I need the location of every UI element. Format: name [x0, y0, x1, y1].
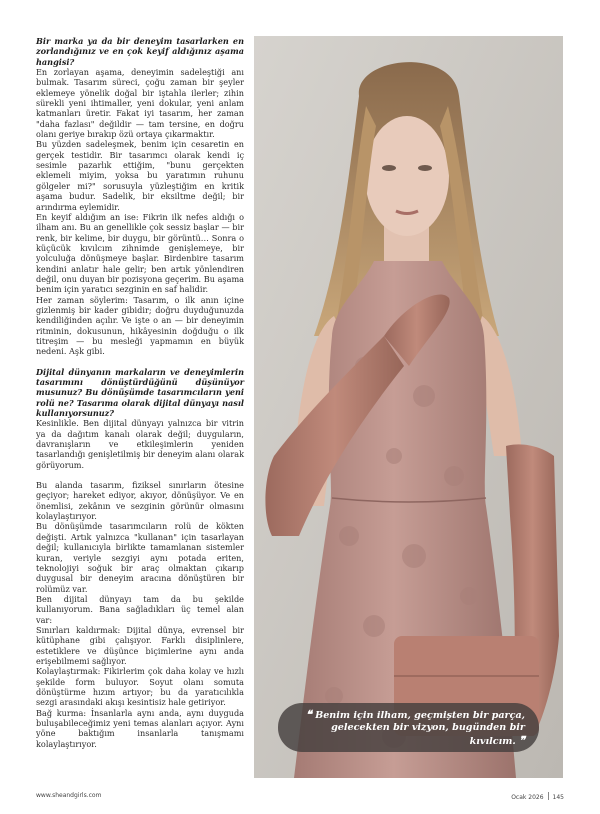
- answer-paragraph: Bu yüzden sadeleşmek, benim için cesaretin en gerçek testidir. Bir tasarımcı olarak kendi iç sesimle pazarlık ettiğim, "bunu gerçekten eklemeli miyim, yoksa bu yaratımın ruhunu gölgeler mi?" sorusuyla yüzleştiğim en kritik aşama budur. Sadelik, bir eksiltme değil; bir arındırma eylemidir.: [36, 139, 244, 212]
- answer-paragraph: Kolaylaştırmak: Fikirlerim çok daha kolay ve hızlı şekilde form buluyor. Soyut olanı somuta dönüştürme hızım artıyor; bu da yaratıcılıkla sezgi arasındaki akışı kesintisiz hale getiriyor.: [36, 666, 244, 708]
- answer-paragraph: Bağ kurma: İnsanlarla aynı anda, aynı duyguda buluşabileceğimiz yeni temas alanları açıyor. Aynı yöne baktığım insanlarla tanışmamı kolaylaştırıyor.: [36, 707, 244, 749]
- article-text-column: [36, 36, 244, 749]
- answer-paragraph: En keyif aldığım an ise: Fikrin ilk nefes aldığı o ilham anı. Bu an genellikle çok sessiz başlar — bir renk, bir kelime, bir duygu, bir görüntü… Sonra o küçücük kıvılcım zihnimde genişlemeye, bir yolculuğa dönüşmeye başlar. Birdenbire tasarım kendini anlatır hale gelir; ben artık yönlendiren değil, onu duyan bir pozisyona geçerim. Bu aşama benim için yaratıcı sezginin en saf halidir.: [36, 211, 244, 295]
- answer-paragraph: Ben dijital dünyayı tam da bu şekilde kullanıyorum. Bana sağladıkları üç temel alan var:: [36, 593, 244, 625]
- footer-divider: [548, 792, 549, 800]
- model-illustration: [254, 36, 563, 778]
- page-number: 145: [552, 794, 564, 801]
- interview-question: Dijital dünyanın markaların ve deneyimlerin tasarımını dönüştürdüğünü düşünüyor musunuz? Bu dönüşümde tasarımcıların yeni rolü ne? Tasarıma olarak dijital dünyayı nasıl kullanıyorsunuz?: [36, 366, 244, 419]
- answer-paragraph: Her zaman söylerim: Tasarım, o ilk anın içine gizlenmiş bir kader gibidir; doğru duyduğunuzda kendiliğinden açılır. Ve işte o an — bir deneyimin ritminin, dokusunun, hikâyesinin doğduğu o ilk titreşim — bu mesleği yapmamın en büyük nedeni. Aşk gibi.: [36, 294, 244, 357]
- footer-right: [511, 792, 564, 801]
- pull-quote-text: Benim için ilham, geçmişten bir parça, gelecekten bir vizyon, bugünden bir kıvılcım.: [315, 710, 525, 747]
- pull-quote: [278, 703, 539, 752]
- open-quote-icon: ❝: [305, 708, 312, 721]
- close-quote-icon: ❞: [519, 733, 525, 747]
- interview-question: Bir marka ya da bir deneyim tasarlarken en zorlandığınız ve en çok keyif aldığınız aşama hangisi?: [36, 36, 244, 67]
- answer-paragraph: En zorlayan aşama, deneyimin sadeleştiği anı bulmak. Tasarım süreci, çoğu zaman bir şeyler eklemeye yönelik doğal bir iştahla ilerler; zihin sürekli yeni ihtimaller, yeni dokular, yeni anlam katmanları üretir. Fakat iyi tasarım, her zaman "daha fazlası" değildir — tam tersine, en doğru olanı geriye bırakıp özü ortaya çıkarmaktır.: [36, 67, 244, 140]
- answer-paragraph: Sınırları kaldırmak: Dijital dünya, evrensel bir kütüphane gibi çalışıyor. Farklı disiplinlere, estetiklere ve düşünce biçimlerine aynı anda erişebilmemi sağlıyor.: [36, 624, 244, 666]
- website-link[interactable]: www.sheandgirls.com: [36, 792, 102, 799]
- answer-paragraph: Bu alanda tasarım, fiziksel sınırların ötesine geçiyor; hareket ediyor, akıyor, dönüşüyor. Ve en önemlisi, zekânın ve sezginin görünür olmasını kolaylaştırıyor.: [36, 480, 244, 522]
- answer-paragraph: Kesinlikle. Ben dijital dünyayı yalnızca bir vitrin ya da dağıtım kanalı olarak değil; duyguların, davranışların ve etkileşimlerin yeniden tasarlandığı genişletilmiş bir deneyim alanı olarak görüyorum.: [36, 418, 244, 470]
- page-footer: [36, 792, 564, 804]
- answer-paragraph: Bu dönüşümde tasarımcıların rolü de kökten değişti. Artık yalnızca "kullanan" için tasarlayan değil; kullanıcıyla birlikte tamamlanan sistemler kuran, veriyle sezgiyi aynı potada eriten, teknolojiyi soğuk bir araç olmaktan çıkarıp duygusal bir deneyim aracına dönüştüren bir rolümüz var.: [36, 521, 244, 594]
- issue-date: Ocak 2026: [511, 794, 544, 801]
- fashion-photo: [254, 36, 563, 778]
